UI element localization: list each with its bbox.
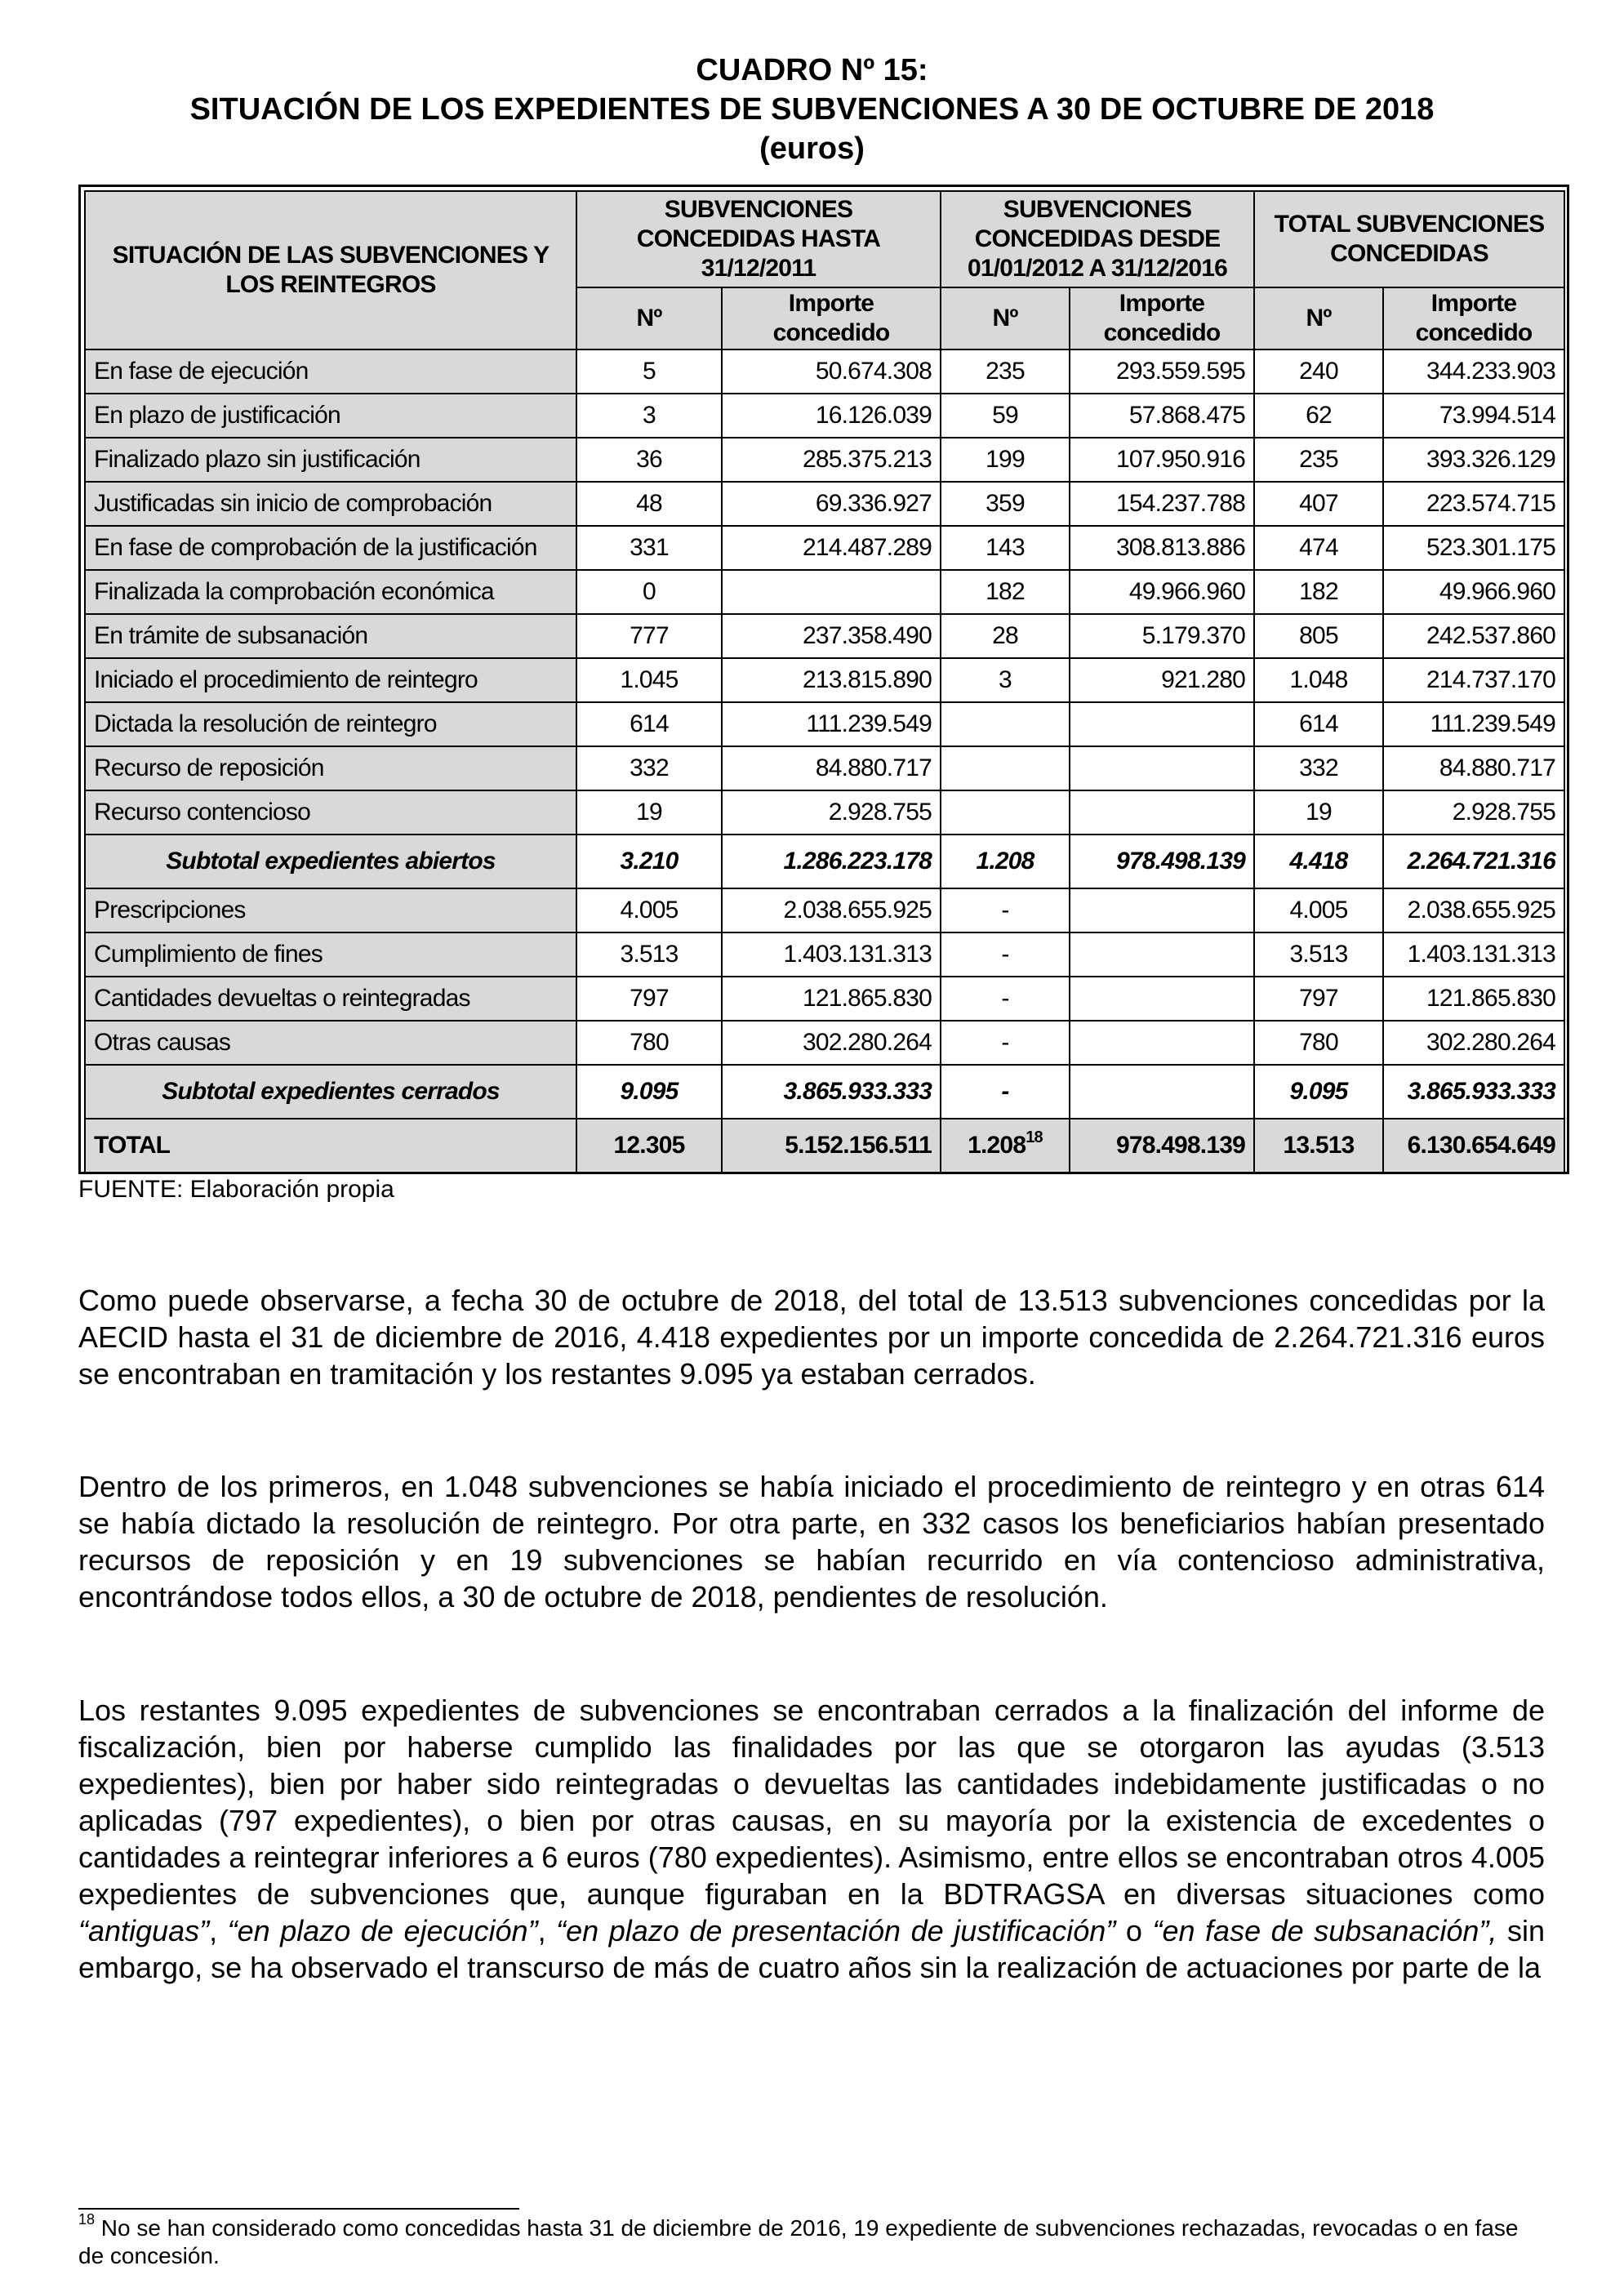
table-row: [85, 932, 1564, 977]
row-label: TOTAL: [85, 1119, 576, 1173]
cell-n1: 332: [576, 746, 722, 790]
cell-n2: 143: [941, 526, 1070, 570]
cell-i3: 49.966.960: [1383, 570, 1564, 614]
table-row: [85, 349, 1564, 394]
footnote-number: 18: [78, 2210, 96, 2228]
cell-n1: 614: [576, 702, 722, 746]
sep: ,: [537, 1914, 557, 1947]
cell-n1: 5: [576, 349, 722, 394]
cell-n3: 614: [1254, 702, 1383, 746]
row-label: En fase de ejecución: [85, 349, 576, 394]
row-label: Prescripciones: [85, 888, 576, 932]
cell-i1: 5.152.156.511: [722, 1119, 941, 1173]
header-group-hasta-2011: SUBVENCIONES CONCEDIDAS HASTA 31/12/2011: [576, 191, 941, 287]
cell-n2: -: [941, 977, 1070, 1021]
cell-n3: 240: [1254, 349, 1383, 394]
cell-i2: 49.966.960: [1070, 570, 1254, 614]
cell-i2: [1070, 746, 1254, 790]
cell-i3: 223.574.715: [1383, 482, 1564, 526]
cell-i2: 978.498.139: [1070, 835, 1254, 888]
table-row: [85, 570, 1564, 614]
cell-n1: 3: [576, 394, 722, 438]
paragraph-1: Como puede observarse, a fecha 30 de octubre de 2018, del total de 13.513 subvenciones concedidas por la AECID hasta el 31 de diciembre de 2016, 4.418 expedientes por un importe concedida de 2.264.721.316 euros se encontraban en tramitación y los restantes 9.095 ya estaban cerrados.: [78, 1284, 1545, 1391]
cell-n1: 777: [576, 614, 722, 658]
header-importe: Importe concedido: [1070, 287, 1254, 349]
quote-subsanacion: “en fase de subsanación”,: [1152, 1914, 1497, 1947]
table-row: [85, 658, 1564, 702]
cell-n3: 4.418: [1254, 835, 1383, 888]
cell-n1: 3.210: [576, 835, 722, 888]
cell-i2: [1070, 790, 1254, 835]
table-row: [85, 790, 1564, 835]
cell-n2: -: [941, 888, 1070, 932]
cell-n3: 805: [1254, 614, 1383, 658]
cell-i1: 237.358.490: [722, 614, 941, 658]
subtotal-abiertos-row: [85, 835, 1564, 888]
cell-n3: 474: [1254, 526, 1383, 570]
cell-n2: 28: [941, 614, 1070, 658]
cell-i1: 2.038.655.925: [722, 888, 941, 932]
row-label: Finalizado plazo sin justificación: [85, 438, 576, 482]
row-label: Cumplimiento de fines: [85, 932, 576, 977]
cell-n1: 1.045: [576, 658, 722, 702]
row-label: En plazo de justificación: [85, 394, 576, 438]
table-row: [85, 977, 1564, 1021]
quote-antiguas: “antiguas”: [78, 1914, 210, 1947]
row-label: Justificadas sin inicio de comprobación: [85, 482, 576, 526]
cell-n2: [941, 1119, 1070, 1173]
header-n: Nº: [576, 287, 722, 349]
cell-i3: 121.865.830: [1383, 977, 1564, 1021]
table-row: [85, 438, 1564, 482]
cell-i2: [1070, 932, 1254, 977]
header-n: Nº: [1254, 287, 1383, 349]
footnote-separator: [78, 2208, 519, 2210]
subtotal-cerrados-row: [85, 1065, 1564, 1119]
cell-i1: 111.239.549: [722, 702, 941, 746]
cell-i3: 2.264.721.316: [1383, 835, 1564, 888]
cell-n3: 13.513: [1254, 1119, 1383, 1173]
cell-n3: 62: [1254, 394, 1383, 438]
header-importe: Importe concedido: [722, 287, 941, 349]
row-label: En trámite de subsanación: [85, 614, 576, 658]
cell-i2: 293.559.595: [1070, 349, 1254, 394]
cell-n2: 1.208: [941, 835, 1070, 888]
cell-i2: 57.868.475: [1070, 394, 1254, 438]
cell-i1: 302.280.264: [722, 1021, 941, 1065]
cell-i3: 393.326.129: [1383, 438, 1564, 482]
footnote: [78, 2210, 1545, 2270]
cell-i2: 978.498.139: [1070, 1119, 1254, 1173]
cell-n1: 36: [576, 438, 722, 482]
cell-i2: [1070, 888, 1254, 932]
cell-n3: 1.048: [1254, 658, 1383, 702]
sep: o: [1115, 1914, 1153, 1947]
cell-n1: 797: [576, 977, 722, 1021]
row-label: Iniciado el procedimiento de reintegro: [85, 658, 576, 702]
cell-n2: 182: [941, 570, 1070, 614]
cell-n2: 199: [941, 438, 1070, 482]
cell-n1: 0: [576, 570, 722, 614]
cell-i1: 84.880.717: [722, 746, 941, 790]
table-row: [85, 614, 1564, 658]
table-row: [85, 526, 1564, 570]
cell-n2: 235: [941, 349, 1070, 394]
cell-n2: 59: [941, 394, 1070, 438]
paragraph-3: [78, 1692, 1545, 1986]
cell-n3: 780: [1254, 1021, 1383, 1065]
cell-i2: [1070, 1021, 1254, 1065]
header-group-total: TOTAL SUBVENCIONES CONCEDIDAS: [1254, 191, 1564, 287]
cell-i1: 16.126.039: [722, 394, 941, 438]
cell-n3: 3.513: [1254, 932, 1383, 977]
cell-n1: 3.513: [576, 932, 722, 977]
cell-n1: 780: [576, 1021, 722, 1065]
cell-n3: 182: [1254, 570, 1383, 614]
row-label: Dictada la resolución de reintegro: [85, 702, 576, 746]
cell-i2: 921.280: [1070, 658, 1254, 702]
row-label: Finalizada la comprobación económica: [85, 570, 576, 614]
cell-i3: 3.865.933.333: [1383, 1065, 1564, 1119]
cell-i3: 6.130.654.649: [1383, 1119, 1564, 1173]
cell-i2: 5.179.370: [1070, 614, 1254, 658]
cell-n2: -: [941, 1065, 1070, 1119]
table-row: [85, 1021, 1564, 1065]
row-label: Otras causas: [85, 1021, 576, 1065]
cell-i3: 84.880.717: [1383, 746, 1564, 790]
cell-n2: [941, 790, 1070, 835]
header-importe: Importe concedido: [1383, 287, 1564, 349]
cell-i3: 242.537.860: [1383, 614, 1564, 658]
cell-n2: 359: [941, 482, 1070, 526]
cell-n2: -: [941, 1021, 1070, 1065]
cell-n3: 235: [1254, 438, 1383, 482]
cell-n3: 4.005: [1254, 888, 1383, 932]
cell-n1: 331: [576, 526, 722, 570]
header-n: Nº: [941, 287, 1070, 349]
cell-i3: 1.403.131.313: [1383, 932, 1564, 977]
cell-n3: 797: [1254, 977, 1383, 1021]
table-row: [85, 888, 1564, 932]
cell-n2: -: [941, 932, 1070, 977]
cell-i3: 111.239.549: [1383, 702, 1564, 746]
subsidies-table: [84, 190, 1565, 1173]
cell-i3: 73.994.514: [1383, 394, 1564, 438]
cell-i1: [722, 570, 941, 614]
total-row: [85, 1119, 1564, 1173]
cell-n3: 407: [1254, 482, 1383, 526]
cell-i1: 214.487.289: [722, 526, 941, 570]
row-label: Recurso contencioso: [85, 790, 576, 835]
table-row: [85, 746, 1564, 790]
cell-i2: [1070, 977, 1254, 1021]
cell-i2: 107.950.916: [1070, 438, 1254, 482]
cell-i1: 1.286.223.178: [722, 835, 941, 888]
cell-i1: 69.336.927: [722, 482, 941, 526]
cell-n1: 9.095: [576, 1065, 722, 1119]
cell-i2: [1070, 1065, 1254, 1119]
cell-n2: [941, 702, 1070, 746]
cell-n1: 12.305: [576, 1119, 722, 1173]
cell-n3: 332: [1254, 746, 1383, 790]
cell-i3: 344.233.903: [1383, 349, 1564, 394]
paragraph-3-end: sin embargo, se ha observado el transcurso de más de cuatro años sin la realización de actuaciones por parte de la: [78, 1914, 1545, 1984]
cell-i3: 302.280.264: [1383, 1021, 1564, 1065]
table-source: FUENTE: Elaboración propia: [78, 1176, 394, 1203]
cell-n2: [941, 746, 1070, 790]
paragraph-3-text: Los restantes 9.095 expedientes de subvenciones se encontraban cerrados a la finalización del informe de fiscalización, bien por haberse cumplido las finalidades por las que se otorgaron las ayudas (3.513 expedientes), bien por haber sido reintegradas o devueltas las cantidades indebidamente justificadas o no aplicadas (797 expedientes), o bien por otras causas, en su mayoría por la existencia de excedentes o cantidades a reintegrar inferiores a 6 euros (780 expedientes). Asimismo, entre ellos se encontraban otros 4.005 expedientes de subvenciones que, aunque figuraban en la BDTRAGSA en diversas situaciones como: [78, 1694, 1545, 1911]
header-group-2012-2016: SUBVENCIONES CONCEDIDAS DESDE 01/01/2012 A 31/12/2016: [941, 191, 1254, 287]
cell-i1: 121.865.830: [722, 977, 941, 1021]
table-number: CUADRO Nº 15:: [696, 53, 928, 87]
cell-i2: 308.813.886: [1070, 526, 1254, 570]
quote-plazo-ejecucion: “en plazo de ejecución”: [227, 1914, 538, 1947]
cell-i3: 2.038.655.925: [1383, 888, 1564, 932]
row-label: Subtotal expedientes abiertos: [85, 835, 576, 888]
cell-n1: 19: [576, 790, 722, 835]
cell-i3: 523.301.175: [1383, 526, 1564, 570]
footnote-text: No se han considerado como concedidas hasta 31 de diciembre de 2016, 19 expediente de subvenciones rechazadas, revocadas o en fase de concesión.: [78, 2215, 1519, 2268]
cell-n3: 9.095: [1254, 1065, 1383, 1119]
row-label: Recurso de reposición: [85, 746, 576, 790]
paragraph-2: Dentro de los primeros, en 1.048 subvenciones se había iniciado el procedimiento de reintegro y en otras 614 se había dictado la resolución de reintegro. Por otra parte, en 332 casos los beneficiarios habían presentado recursos de reposición y en 19 subvenciones se habían recurrido en vía contencioso administrativa, encontrándose todos ellos, a 30 de octubre de 2018, pendientes de resolución.: [78, 1470, 1545, 1613]
cell-i1: 3.865.933.333: [722, 1065, 941, 1119]
table-row: [85, 394, 1564, 438]
row-label: Cantidades devueltas o reintegradas: [85, 977, 576, 1021]
row-label: Subtotal expedientes cerrados: [85, 1065, 576, 1119]
quote-plazo-justificacion: “en plazo de presentación de justificación”: [556, 1914, 1116, 1947]
cell-n3: 19: [1254, 790, 1383, 835]
table-row: [85, 482, 1564, 526]
cell-i1: 50.674.308: [722, 349, 941, 394]
cell-i3: 2.928.755: [1383, 790, 1564, 835]
row-label: En fase de comprobación de la justificación: [85, 526, 576, 570]
cell-i2: [1070, 702, 1254, 746]
cell-i1: 1.403.131.313: [722, 932, 941, 977]
cell-i1: 2.928.755: [722, 790, 941, 835]
cell-i3: 214.737.170: [1383, 658, 1564, 702]
cell-i2: 154.237.788: [1070, 482, 1254, 526]
cell-n2: 3: [941, 658, 1070, 702]
sep: ,: [209, 1914, 228, 1947]
cell-n2-value: 1.208: [968, 1132, 1026, 1159]
table-unit: (euros): [759, 131, 865, 166]
table-row: [85, 702, 1564, 746]
cell-i1: 213.815.890: [722, 658, 941, 702]
header-situacion: SITUACIÓN DE LAS SUBVENCIONES Y LOS REINTEGROS: [85, 191, 576, 349]
cell-n1: 4.005: [576, 888, 722, 932]
subsidies-table-frame: [78, 185, 1569, 1174]
cell-i1: 285.375.213: [722, 438, 941, 482]
table-title: SITUACIÓN DE LOS EXPEDIENTES DE SUBVENCIONES A 30 DE OCTUBRE DE 2018: [189, 92, 1435, 127]
footnote-ref[interactable]: 18: [1026, 1128, 1043, 1146]
cell-n1: 48: [576, 482, 722, 526]
